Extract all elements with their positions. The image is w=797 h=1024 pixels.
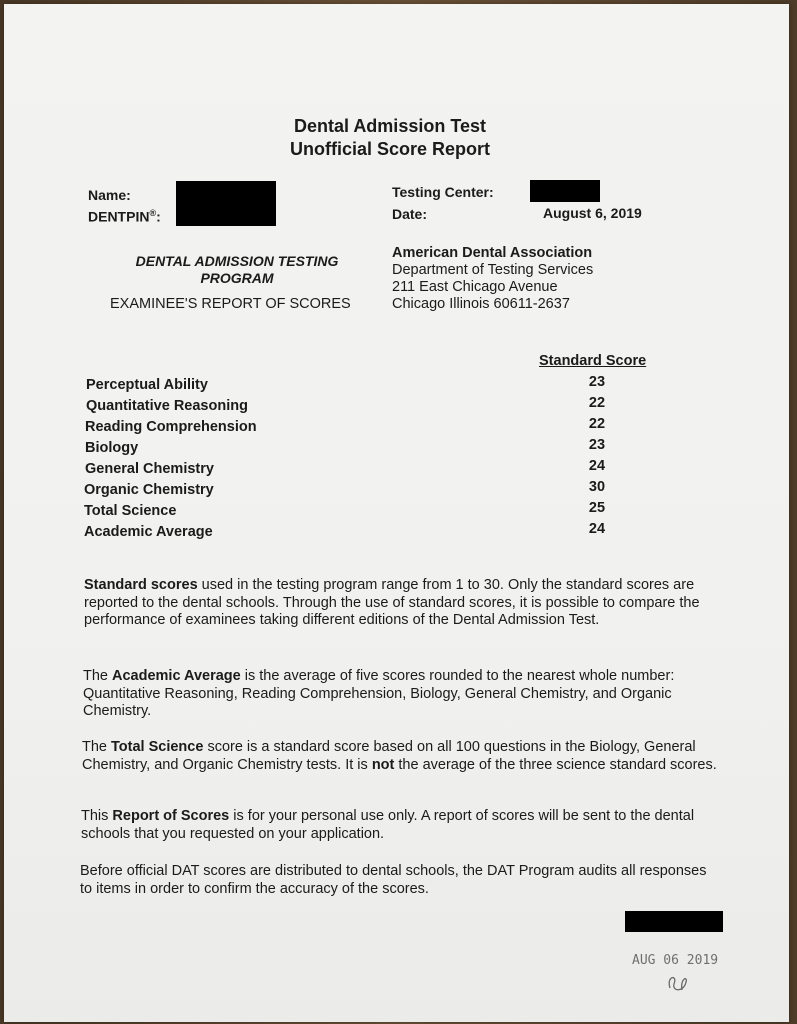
report-title-line2: Unofficial Score Report	[289, 139, 491, 159]
score-subject-4: General Chemistry	[85, 461, 214, 477]
score-value-2: 22	[588, 416, 606, 432]
paragraph-report-of-scores: This Report of Scores is for your personal use only. A report of scores will be sent to the dental schools that you requested on your application.	[81, 808, 695, 842]
examinee-report-title: EXAMINEE'S REPORT OF SCORES	[110, 296, 351, 312]
score-subject-7: Academic Average	[84, 524, 213, 540]
score-value-5: 30	[588, 479, 606, 495]
score-subject-5: Organic Chemistry	[84, 482, 214, 498]
testing-center-redaction	[530, 180, 600, 202]
received-date-stamp	[628, 948, 728, 998]
handwritten-initials	[669, 978, 686, 990]
score-value-6: 25	[588, 500, 606, 516]
signature-redaction	[625, 911, 723, 932]
standard-score-header: Standard Score	[539, 353, 647, 369]
score-subject-6: Total Science	[84, 503, 177, 519]
testing-center-label: Testing Center:	[392, 184, 494, 200]
date-value: August 6, 2019	[543, 205, 642, 221]
ada-address: American Dental Association Department of Testing Services 211 East Chicago Avenue Chicago Illinois 60611-2637	[392, 245, 594, 312]
stamp-date-text: AUG 06 2019	[632, 953, 719, 968]
score-value-3: 23	[588, 437, 606, 453]
dentpin-label: DENTPIN®:	[88, 208, 161, 225]
score-value-1: 22	[588, 395, 606, 411]
paragraph-standard-scores: Standard scores used in the testing program range from 1 to 30. Only the standard scores are reported to the dental schools. Through the use of standard scores, it is possible to compare the performance of examinees taking different editions of the Dental Admission Test.	[84, 577, 700, 628]
score-value-0: 23	[588, 374, 606, 390]
paragraph-audit: Before official DAT scores are distributed to dental schools, the DAT Program audits all responses to items in order to confirm the accuracy of the scores.	[80, 863, 707, 897]
name-label: Name:	[88, 187, 131, 203]
paragraph-academic-average: The Academic Average is the average of five scores rounded to the nearest whole number: Quantitative Reasoning, Reading Comprehension, Biology, General Chemistry, and Organic Chemistry.	[83, 668, 675, 719]
program-name: DENTAL ADMISSION TESTING PROGRAM	[135, 253, 339, 286]
date-label: Date:	[392, 206, 428, 222]
name-redaction	[176, 181, 276, 226]
score-subject-1: Quantitative Reasoning	[86, 398, 248, 414]
paragraph-total-science: The Total Science score is a standard score based on all 100 questions in the Biology, General Chemistry, and Organic Chemistry tests. It is not the average of the three science standard scores.	[82, 739, 717, 773]
score-subject-2: Reading Comprehension	[85, 419, 257, 435]
report-title-line1: Dental Admission Test	[293, 116, 487, 136]
score-subject-3: Biology	[85, 440, 139, 456]
score-value-4: 24	[588, 458, 606, 474]
score-subject-0: Perceptual Ability	[86, 377, 208, 393]
score-value-7: 24	[588, 521, 606, 537]
